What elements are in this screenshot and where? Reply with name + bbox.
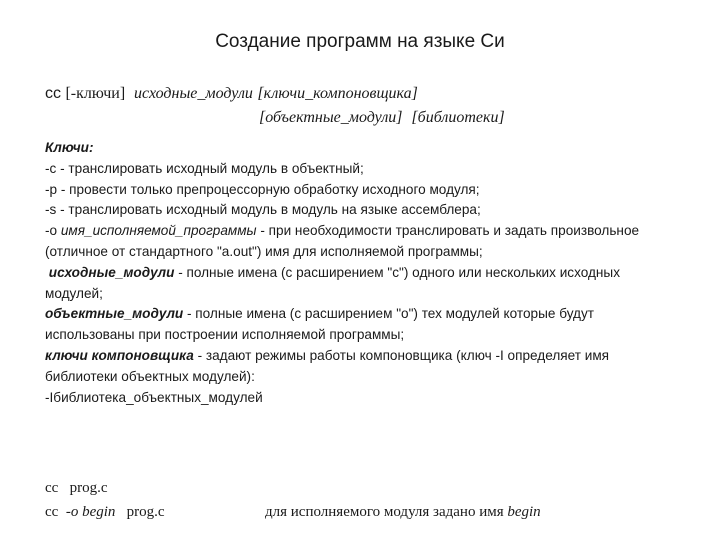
example-2-file: prog.c bbox=[126, 504, 165, 520]
source-modules-term: исходные_модули bbox=[48, 264, 175, 280]
example-2-command: cc bbox=[45, 504, 59, 520]
key-o-description: - при необходимости транслировать и задать произвольное (отличное от стандартного "a.out") имя для исполняемой программы; bbox=[45, 223, 640, 259]
keys-heading: Ключи: bbox=[45, 140, 94, 155]
key-c-option: -с - транслировать исходный модуль в объектный; bbox=[45, 160, 364, 176]
syntax-object-modules: [объектные_модули] bbox=[259, 109, 403, 126]
syntax-libraries: [библиотеки] bbox=[411, 109, 505, 126]
library-flag-line: -Iбиблиотека_объектных_модулей bbox=[45, 389, 263, 405]
example-1-command: cc bbox=[45, 480, 59, 496]
usage-examples bbox=[45, 476, 541, 524]
object-modules-definition bbox=[45, 304, 670, 346]
command-syntax bbox=[45, 82, 505, 130]
example-2-flag: -o begin bbox=[65, 504, 116, 520]
object-modules-description: - полные имена (с расширением "о") тех модулей которые будут использованы при построении исполняемой программы; bbox=[45, 306, 594, 343]
example-2-note-text: для исполняемого модуля задано имя bbox=[265, 504, 508, 520]
syntax-command: cc bbox=[45, 85, 61, 102]
slide-title: Создание программ на языке Си bbox=[215, 31, 505, 52]
syntax-keys-option: [-ключи] bbox=[65, 85, 126, 102]
keys-description bbox=[45, 138, 670, 408]
example-2 bbox=[45, 500, 541, 524]
source-modules-description: - полные имена (с расширением "с") одного или нескольких исходных модулей; bbox=[45, 264, 620, 301]
key-o-prefix: -о bbox=[45, 223, 61, 239]
source-modules-definition bbox=[45, 263, 670, 305]
key-o-term: имя_исполняемой_программы bbox=[60, 223, 257, 239]
object-modules-term: объектные_модули bbox=[45, 306, 184, 322]
linker-keys-definition bbox=[45, 346, 670, 388]
linker-keys-term: ключи компоновщика bbox=[45, 347, 194, 363]
example-2-note-name: begin bbox=[507, 504, 541, 520]
key-p-option: -р - провести только препроцессорную обработку исходного модуля; bbox=[45, 181, 480, 197]
syntax-linker-keys: [ключи_компоновщика] bbox=[257, 85, 418, 102]
example-1-file: prog.c bbox=[69, 480, 108, 496]
example-2-note bbox=[265, 500, 541, 524]
syntax-source-modules: исходные_модули bbox=[134, 85, 253, 102]
example-1 bbox=[45, 476, 165, 500]
key-o-option bbox=[45, 221, 670, 263]
key-s-option: -s - транслировать исходный модуль в модуль на языке ассемблера; bbox=[45, 202, 481, 218]
linker-keys-description: - задают режимы работы компоновщика (ключ -I определяет имя библиотеки объектных модулей): bbox=[45, 347, 610, 384]
